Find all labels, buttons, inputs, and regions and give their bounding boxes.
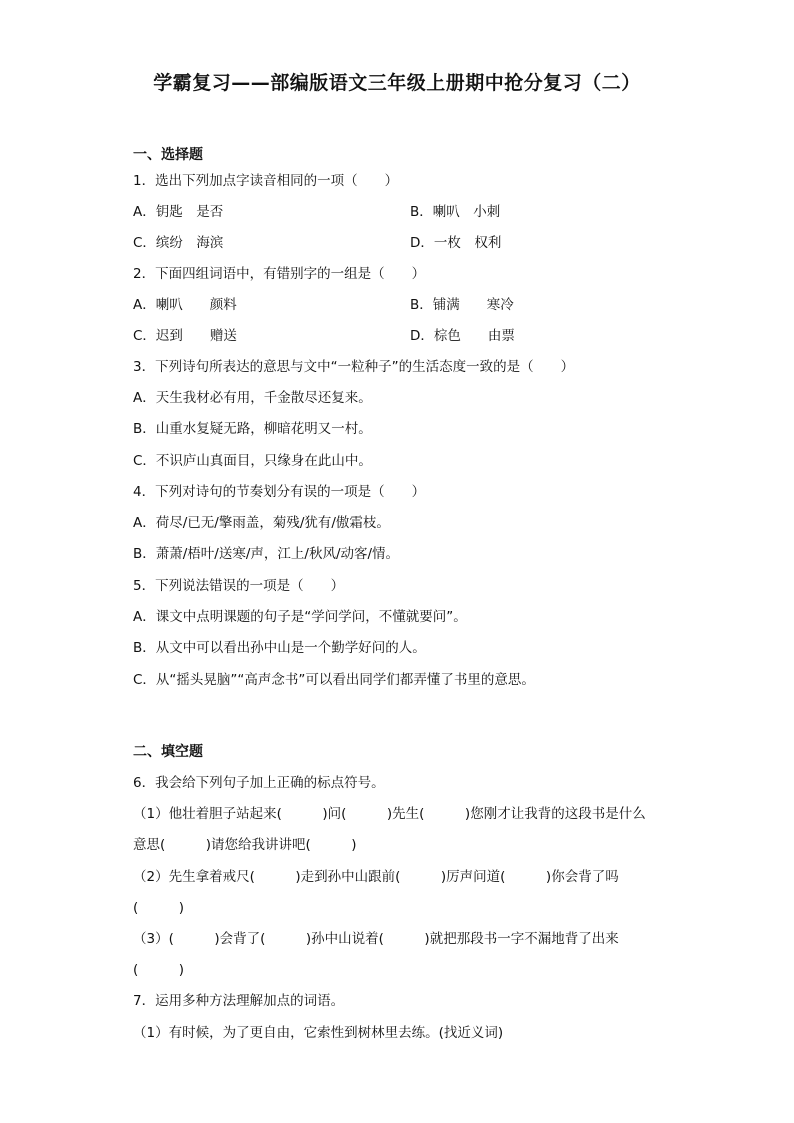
q1-option-b: B．喇叭 小刺 [410,204,501,220]
q5-option-c: C．从“摇头晃脑”“高声念书”可以看出同学们都弄懂了书里的意思。 [133,672,535,688]
q5-stem: 5．下列说法错误的一项是（ ） [133,578,345,594]
q6-line-5: （3）( )会背了( )孙中山说着( )就把那段书一字不漏地背了出来 [133,931,619,947]
q7-line-1: （1）有时候，为了更自由，它索性到树林里去练。(找近义词) [133,1025,504,1041]
q6-line-6: ( ) [133,962,185,978]
q6-line-2: 意思( )请您给我讲讲吧( ) [133,837,357,853]
q6-line-3: （2）先生拿着戒尺( )走到孙中山跟前( )厉声问道( )你会背了吗 [133,869,619,885]
q4-option-b: B．萧萧/梧叶/送寒/声，江上/秋风/动客/情。 [133,546,400,562]
q7-stem: 7．运用多种方法理解加点的词语。 [133,993,345,1009]
q3-option-b: B．山重水复疑无路，柳暗花明又一村。 [133,421,372,437]
section-heading-fill: 二、填空题 [133,744,203,760]
q3-option-a: A．天生我材必有用，千金散尽还复来。 [133,390,372,406]
q5-option-b: B．从文中可以看出孙中山是一个勤学好问的人。 [133,640,426,656]
q3-option-c: C．不识庐山真面目，只缘身在此山中。 [133,453,372,469]
q6-line-4: ( ) [133,900,185,916]
q5-option-a: A．课文中点明课题的句子是“学问学问，不懂就要问”。 [133,609,467,625]
q2-stem: 2．下面四组词语中，有错别字的一组是（ ） [133,266,426,282]
q6-stem: 6．我会给下列句子加上正确的标点符号。 [133,775,385,791]
q2-option-b: B．铺满 寒冷 [410,297,514,313]
q1-option-a: A．钥匙 是否 [133,204,224,220]
q2-option-a: A．喇叭 颜料 [133,297,237,313]
page-title: 学霸复习——部编版语文三年级上册期中抢分复习（二） [153,72,641,94]
q2-option-c: C．迟到 赠送 [133,328,237,344]
section-heading-choice: 一、选择题 [133,147,203,163]
q1-option-c: C．缤纷 海滨 [133,235,224,251]
q4-option-a: A．荷尽/已无/擎雨盖，菊残/犹有/傲霜枝。 [133,515,390,531]
q2-option-d: D．棕色 由票 [410,328,515,344]
q1-option-d: D．一枚 权利 [410,235,502,251]
q6-line-1: （1）他壮着胆子站起来( )问( )先生( )您刚才让我背的这段书是什么 [133,806,646,822]
q3-stem: 3．下列诗句所表达的意思与文中“一粒种子”的生活态度一致的是（ ） [133,359,575,375]
q4-stem: 4．下列对诗句的节奏划分有误的一项是（ ） [133,484,426,500]
q1-stem: 1．选出下列加点字读音相同的一项（ ） [133,173,399,189]
